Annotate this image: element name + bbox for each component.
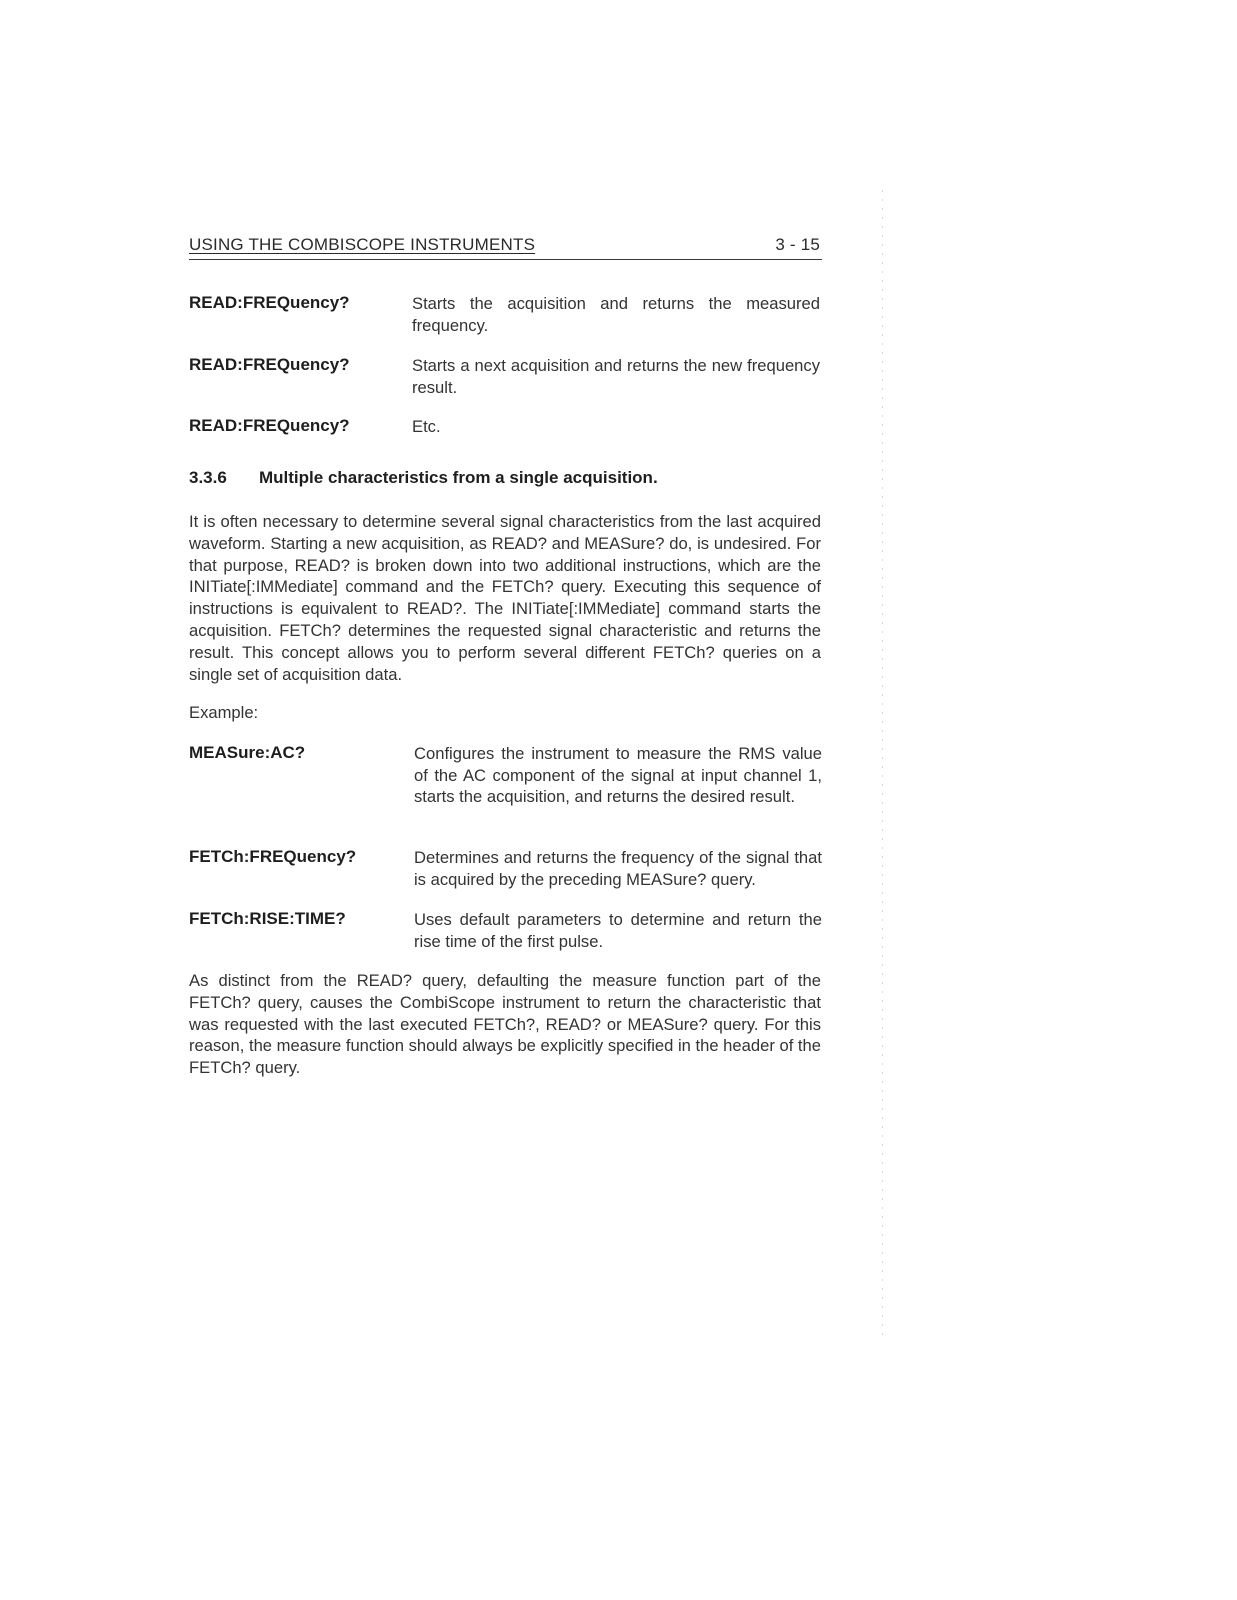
command-name: READ:FREQuency? — [189, 293, 350, 312]
command-name: READ:FREQuency? — [189, 416, 350, 435]
example-label: Example: — [189, 703, 259, 722]
command-description: Starts the acquisition and returns the measured frequency. — [412, 294, 820, 335]
header-title: USING THE COMBISCOPE INSTRUMENTS — [189, 235, 536, 254]
body-paragraph: It is often necessary to determine several signal characteristics from the last acquired waveform. Starting a new acquisition, as READ? and MEASure? do, is undesired. For that purpose, READ? is broken down into two additional instructions, which are the INITiate[:IMMediate] command and the FETCh? query. Executing this sequence of instructions is equivalent to READ?. The INITiate[:IMMediate] command starts the acquisition. FETCh? determines the requested signal characteristic and returns the result. This concept allows you to perform several different FETCh? queries on a single set of acquisition data. — [189, 512, 821, 684]
command-description: Configures the instrument to measure the RMS value of the AC component of the signal at input channel 1, starts the acquisition, and returns the desired result. — [414, 744, 822, 807]
command-description: Uses default parameters to determine and return the rise time of the first pulse. — [414, 910, 822, 951]
section-title: Multiple characteristics from a single acquisition. — [259, 468, 658, 487]
body-paragraph: As distinct from the READ? query, defaulting the measure function part of the FETCh? query, causes the CombiScope instrument to return the characteristic that was requested with the last executed FETCh?, READ? or MEASure? query. For this reason, the measure function should always be explicitly specified in the header of the FETCh? query. — [189, 971, 821, 1078]
command-name: FETCh:FREQuency? — [189, 847, 357, 866]
section-heading — [189, 468, 658, 488]
command-name: FETCh:RISE:TIME? — [189, 909, 346, 928]
section-number: 3.3.6 — [189, 468, 227, 487]
command-description: Etc. — [412, 417, 441, 436]
command-name: MEASure:AC? — [189, 743, 306, 762]
page-number: 3 - 15 — [775, 235, 820, 254]
command-name: READ:FREQuency? — [189, 355, 350, 374]
scan-edge-mark — [882, 190, 883, 1340]
command-description: Determines and returns the frequency of the signal that is acquired by the preceding MEASure? query. — [414, 848, 822, 889]
page-header — [189, 235, 822, 260]
command-description: Starts a next acquisition and returns the new frequency result. — [412, 356, 820, 397]
